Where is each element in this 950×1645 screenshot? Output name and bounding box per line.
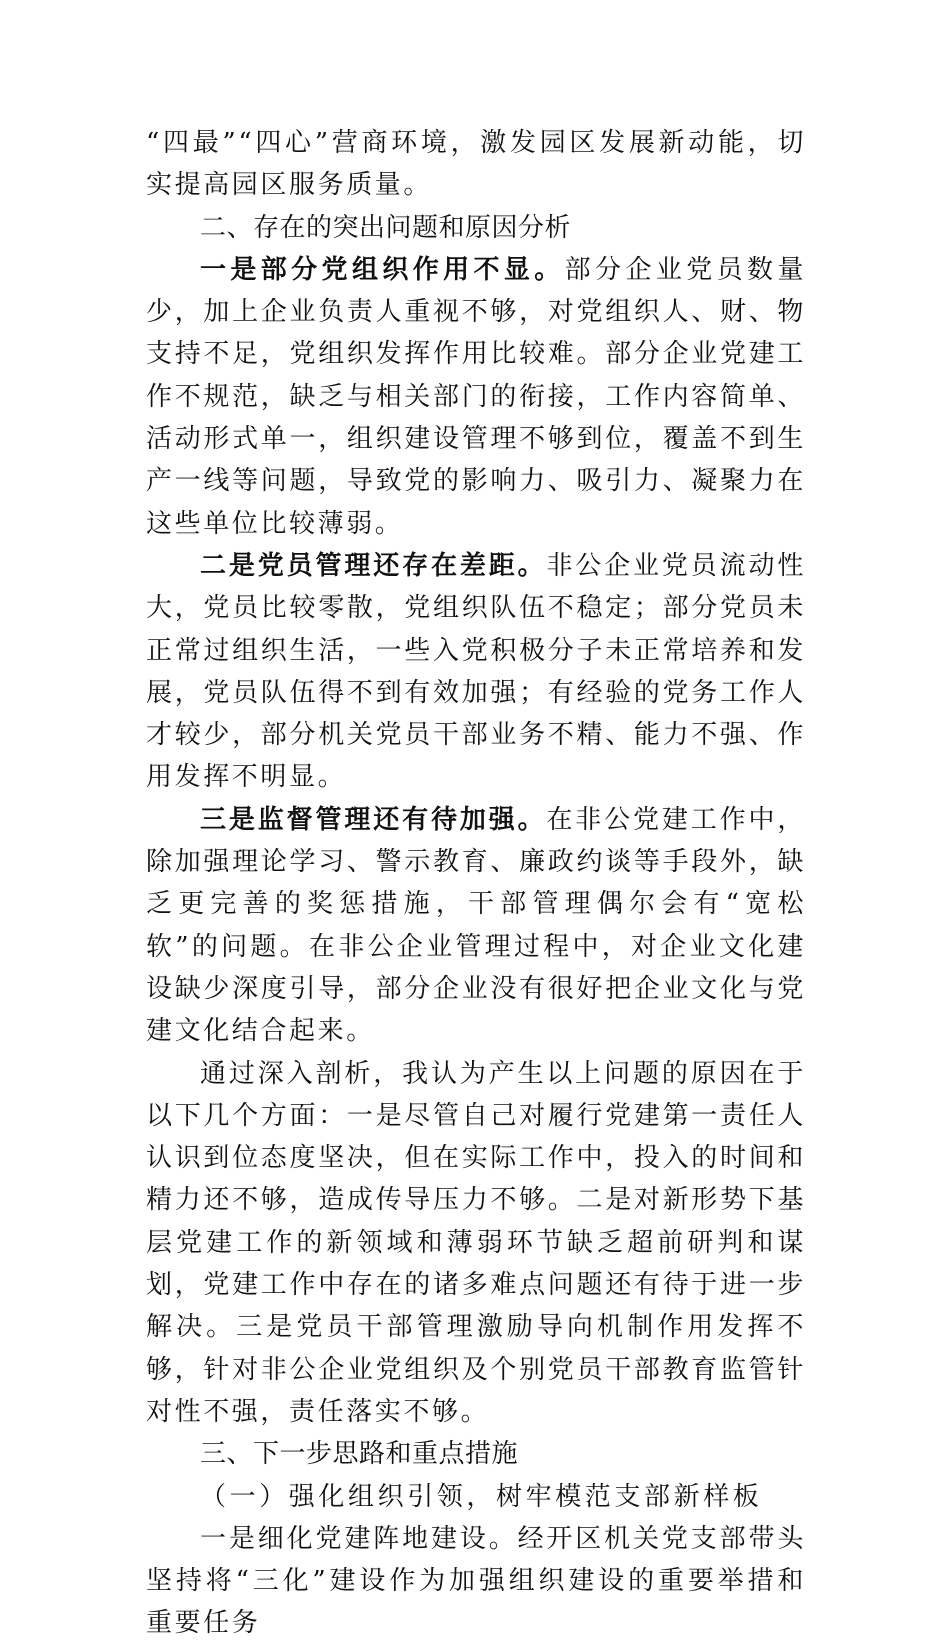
paragraph-body-1: 部分企业党员数量少，加上企业负责人重视不够，对党组织人、财、物支持不足，党组织发挥作用比较难。部分企业党建工作不规范，缺乏与相关部门的衔接，工作内容简单、活动形式单一，组织建设管理不够到位，覆盖不到生产一线等问题，导致党的影响力、吸引力、凝聚力在这些单位比较薄弱。 [146, 254, 806, 539]
paragraph-party-organization [146, 249, 806, 545]
paragraph-position-building: 一是细化党建阵地建设。经开区机关党支部带头坚持将“三化”建设作为加强组织建设的重要举措和重要任务 [146, 1523, 806, 1639]
paragraph-continuation: “四最”“四心”营商环境，激发园区发展新动能，切实提高园区服务质量。 [146, 128, 806, 201]
paragraph-body-2: 非公企业党员流动性大，党员比较零散，党组织队伍不稳定；部分党员未正常过组织生活，一些入党积极分子未正常培养和发展，党员队伍得不到有效加强；有经验的党务工作人才较少，部分机关党员干部业务不精、能力不强、作用发挥不明显。 [146, 550, 806, 793]
paragraph-lead-2: 二是党员管理还存在差距。 [200, 550, 547, 581]
section-heading-problems: 二、存在的突出问题和原因分析 [200, 212, 572, 243]
document-body [146, 122, 806, 1645]
paragraph-body-3: 在非公党建工作中，除加强理论学习、警示教育、廉政约谈等手段外，缺乏更完善的奖惩措施，干部管理偶尔会有“宽松软”的问题。在非公企业管理过程中，对企业文化建设缺少深度引导，部分企业没有很好把企业文化与党建文化结合起来。 [146, 804, 806, 1047]
paragraph-cause-analysis: 通过深入剖析，我认为产生以上问题的原因在于以下几个方面：一是尽管自己对履行党建第一责任人认识到位态度坚决，但在实际工作中，投入的时间和精力还不够，造成传导压力不够。二是对新形势下基层党建工作的新领域和薄弱环节缺乏超前研判和谋划，党建工作中存在的诸多难点问题还有待于进一步解决。三是党员干部管理激励导向机制作用发挥不够，针对非公企业党组织及个别党员干部教育监管针对性不强，责任落实不够。 [146, 1058, 806, 1427]
paragraph-supervision [146, 799, 806, 1053]
paragraph-member-management [146, 545, 806, 799]
subsection-heading-organization: （一）强化组织引领，树牢模范支部新样板 [200, 1481, 763, 1512]
paragraph-lead-1: 一是部分党组织作用不显。 [200, 254, 565, 285]
section-heading-next-steps: 三、下一步思路和重点措施 [200, 1439, 519, 1470]
paragraph-lead-3: 三是监督管理还有待加强。 [200, 804, 547, 835]
